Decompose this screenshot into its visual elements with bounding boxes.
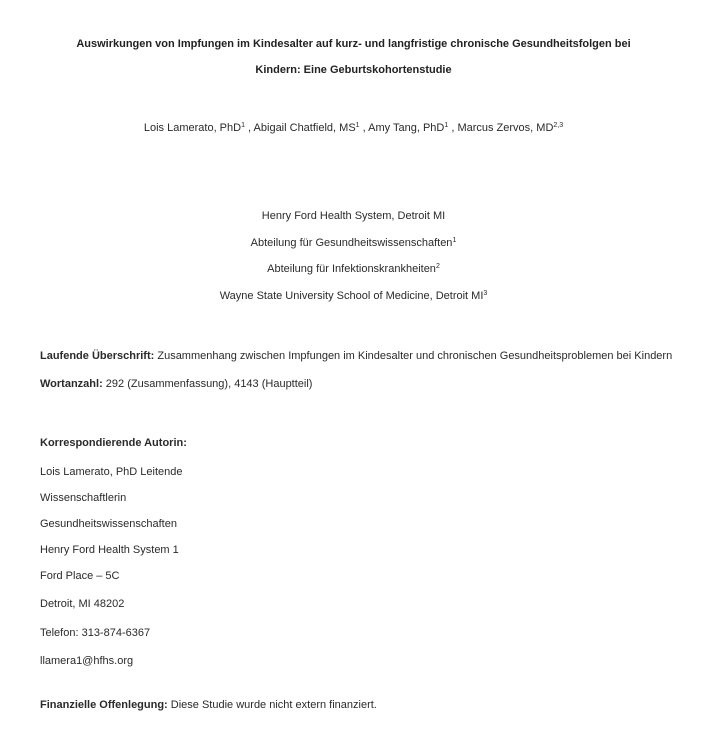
affiliation-department-1 <box>0 236 707 250</box>
financial-disclosure <box>40 698 377 712</box>
author-sup: 2,3 <box>553 122 564 129</box>
affiliation-sup: 2 <box>435 263 440 270</box>
disclosure-label: Finanzielle Offenlegung: <box>40 699 168 711</box>
author-sup: 1 <box>241 122 245 129</box>
author-name: Marcus Zervos, MD <box>457 122 554 134</box>
author-sup: 1 <box>444 122 449 129</box>
title-line-1: Auswirkungen von Impfungen im Kindesalter auf kurz- und langfristige chronische Gesundheitsfolgen bei <box>76 38 631 50</box>
corresponding-heading: Korrespondierende Autorin: <box>40 437 187 449</box>
author-name: Abigail Chatfield, MS <box>253 122 356 134</box>
affiliation-department-2 <box>0 262 707 276</box>
running-head-text: Zusammenhang zwischen Impfungen im Kindesalter und chronischen Gesundheitsproblemen bei Kindern <box>154 350 673 362</box>
title-line-2: Kindern: Eine Geburtskohortenstudie <box>255 64 452 76</box>
running-head-label: Laufende Überschrift: <box>40 350 155 362</box>
affiliation-sup: 3 <box>483 290 488 297</box>
disclosure-text: Diese Studie wurde nicht extern finanziert. <box>167 699 377 711</box>
author-list <box>0 121 707 135</box>
author-sup: 1 <box>355 122 360 129</box>
corresponding-line: Ford Place – 5C <box>40 570 120 582</box>
affiliation-text: Abteilung für Infektionskrankheiten <box>267 263 436 275</box>
corresponding-email: llamera1@hfhs.org <box>40 655 134 667</box>
author-separator: , <box>448 122 458 134</box>
word-count <box>40 377 312 391</box>
affiliation-text: Wayne State University School of Medicine, Detroit MI <box>219 290 484 302</box>
corresponding-phone: Telefon: 313-874-6367 <box>40 627 151 639</box>
author-separator: , <box>244 122 254 134</box>
affiliation-text: Abteilung für Gesundheitswissenschaften <box>250 237 453 249</box>
running-head <box>40 349 672 363</box>
affiliation-institution: Henry Ford Health System, Detroit MI <box>261 210 446 222</box>
author-name: Amy Tang, PhD <box>368 122 445 134</box>
word-count-label: Wortanzahl: <box>40 378 103 390</box>
corresponding-line: Wissenschaftlerin <box>40 492 127 504</box>
affiliation-university <box>0 289 707 303</box>
corresponding-line: Henry Ford Health System 1 <box>40 544 179 556</box>
corresponding-line: Detroit, MI 48202 <box>40 598 125 610</box>
word-count-text: 292 (Zusammenfassung), 4143 (Hauptteil) <box>102 378 313 390</box>
author-separator: , <box>359 122 369 134</box>
affiliation-sup: 1 <box>452 237 457 244</box>
author-name: Lois Lamerato, PhD <box>143 122 242 134</box>
corresponding-line: Lois Lamerato, PhD Leitende <box>40 466 183 478</box>
corresponding-line: Gesundheitswissenschaften <box>40 518 177 530</box>
